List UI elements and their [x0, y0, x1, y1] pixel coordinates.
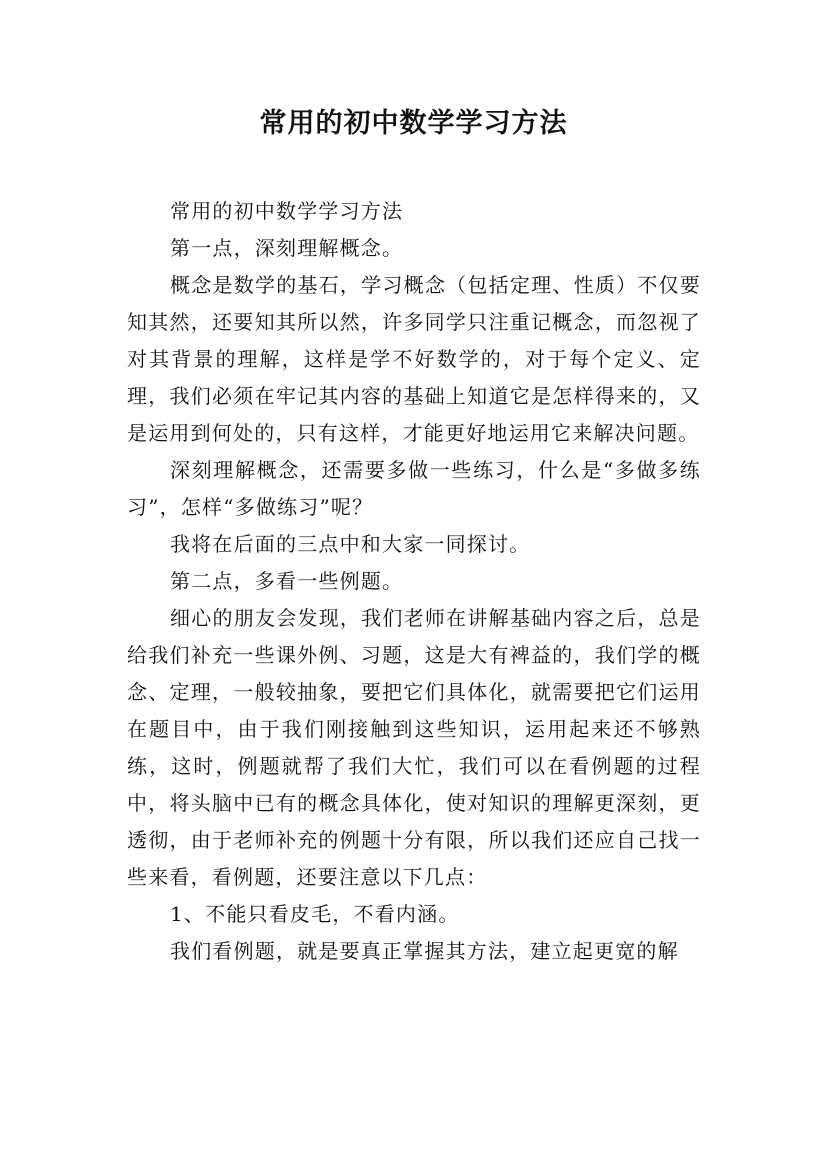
- document-title: 常用的初中数学学习方法: [259, 108, 568, 139]
- paragraph-examples-method: 我们看例题，就是要真正掌握其方法，建立起更宽的解: [170, 939, 679, 963]
- paragraph-more-practice: 深刻理解概念，还需要多做一些练习，什么是“多做多练习”，怎样“多做练习”呢？: [127, 458, 701, 519]
- paragraph-subtitle: 常用的初中数学学习方法: [170, 199, 404, 223]
- paragraph-concept-foundation: 概念是数学的基石，学习概念（包括定理、性质）不仅要知其然，还要知其所以然，许多同学只注重记概念，而忽视了对其背景的理解，这样是学不好数学的，对于每个定义、定理，我们必须在牢记其内容的基础上知道它是怎样得来的，又是运用到何处的，只有这样，才能更好地运用它来解决问题。: [127, 273, 701, 445]
- paragraph-point-one-heading: 第一点，深刻理解概念。: [170, 236, 404, 260]
- paragraph-examples: 细心的朋友会发现，我们老师在讲解基础内容之后，总是给我们补充一些课外例、习题，这是大有裨益的，我们学的概念、定理，一般较抽象，要把它们具体化，就需要把它们运用在题目中，由于我们刚接触到这些知识，运用起来还不够熟练，这时，例题就帮了我们大忙，我们可以在看例题的过程中，将头脑中已有的概念具体化，使对知识的理解更深刻，更透彻，由于老师补充的例题十分有限，所以我们还应自己找一些来看，看例题，还要注意以下几点：: [127, 606, 701, 889]
- paragraph-point-two-heading: 第二点，多看一些例题。: [170, 569, 404, 593]
- paragraph-list-item-1: 1、不能只看皮毛，不看内涵。: [170, 902, 460, 926]
- document-body: [127, 193, 701, 970]
- paragraph-discuss-later: 我将在后面的三点中和大家一同探讨。: [170, 532, 531, 556]
